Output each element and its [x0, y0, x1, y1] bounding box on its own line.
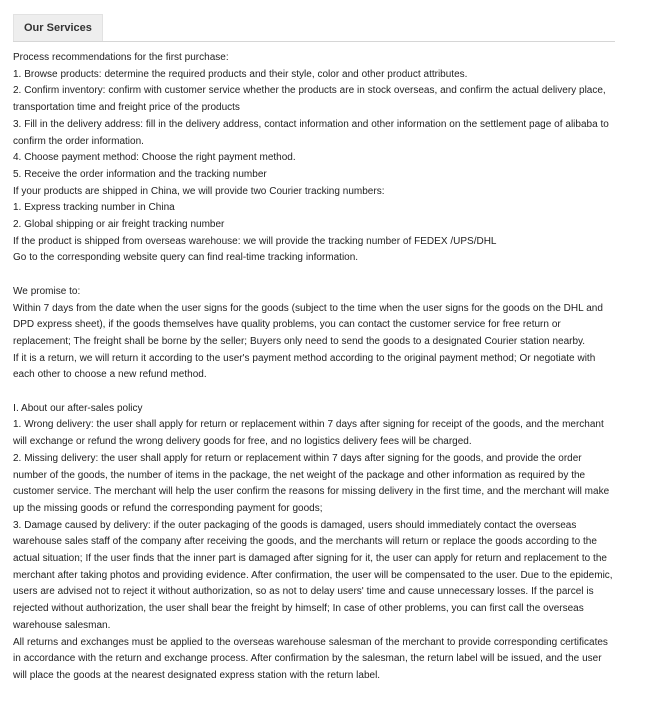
- paragraph-line: 3. Damage caused by delivery: if the outer packaging of the goods is damaged, users should immediately contact the overseas warehouse sales staff of the company after receiving the goods, and the merchants will return or replace the goods according to the actual situation; If the user finds that the inner part is damaged after signing for it, the user can apply for return and replacement to the merchant after taking photos and providing evidence. After confirmation, the user will be compensated to the user. Due to the epidemic, users are advised not to reject it without authorization, so as not to delay users' time and cause unnecessary losses. If the parcel is rejected without authorization, the user shall bear the freight by himself; In case of other problems, you can first call the overseas warehouse salesman.: [13, 519, 613, 631]
- paragraph-line: If your products are shipped in China, we will provide two Courier tracking numbers:: [13, 185, 385, 197]
- paragraph-line: 2. Global shipping or air freight tracking number: [13, 219, 225, 231]
- services-content: [13, 50, 618, 685]
- paragraph-line: If the product is shipped from overseas warehouse: we will provide the tracking number of FEDEX /UPS/DHL: [13, 235, 497, 247]
- tab-our-services[interactable]: Our Services: [13, 14, 103, 41]
- after-sales-policy-section: [13, 401, 618, 685]
- paragraph-line: All returns and exchanges must be applied to the overseas warehouse salesman of the merchant to provide corresponding certificates in accordance with the return and exchange process. After confirmation by the salesman, the return label will be issued, and the user will place the goods at the nearest designated express station with the return label.: [13, 636, 608, 681]
- paragraph-line: 1. Wrong delivery: the user shall apply for return or replacement within 7 days after signing for receipt of the goods, and the merchant will exchange or refund the wrong delivery goods for free, and no logistics delivery fees will be charged.: [13, 419, 604, 448]
- paragraph-line: If it is a return, we will return it according to the user's payment method according to the original payment method; Or negotiate with each other to choose a new refund method.: [13, 352, 596, 381]
- paragraph-line: Go to the corresponding website query can find real-time tracking information.: [13, 252, 359, 264]
- paragraph-line: 4. Choose payment method: Choose the right payment method.: [13, 152, 296, 164]
- paragraph-line: Within 7 days from the date when the user signs for the goods (subject to the time when the user signs for the goods on the DHL and DPD express sheet), if the goods themselves have quality problems, you can contact the customer service for free return or replacement; The freight shall be borne by the seller; Buyers only need to send the goods to a designated Courier station nearby.: [13, 302, 603, 347]
- paragraph-line: Process recommendations for the first purchase:: [13, 52, 229, 63]
- paragraph-line: 1. Express tracking number in China: [13, 202, 175, 214]
- tab-bar: [13, 14, 615, 42]
- paragraph-line: 1. Browse products: determine the required products and their style, color and other product attributes.: [13, 68, 468, 80]
- paragraph-line: 2. Missing delivery: the user shall apply for return or replacement within 7 days after signing for the goods, and provide the order number of the goods, the number of items in the package, the net weight of the package and other information as required by the customer service. The merchant will help the user confirm the reasons for missing delivery in the first time, and the merchant will make up the missing goods or refund the corresponding payment for goods;: [13, 452, 610, 514]
- purchase-process-section: [13, 50, 618, 267]
- paragraph-line: 5. Receive the order information and the tracking number: [13, 168, 267, 180]
- promise-section: [13, 284, 618, 384]
- paragraph-line: We promise to:: [13, 285, 81, 297]
- paragraph-line: 3. Fill in the delivery address: fill in the delivery address, contact information and other information on the settlement page of alibaba to confirm the order information.: [13, 118, 609, 147]
- paragraph-line: Ⅰ. About our after-sales policy: [13, 402, 143, 414]
- paragraph-line: 2. Confirm inventory: confirm with customer service whether the products are in stock overseas, and confirm the actual delivery place, transportation time and freight price of the products: [13, 85, 606, 114]
